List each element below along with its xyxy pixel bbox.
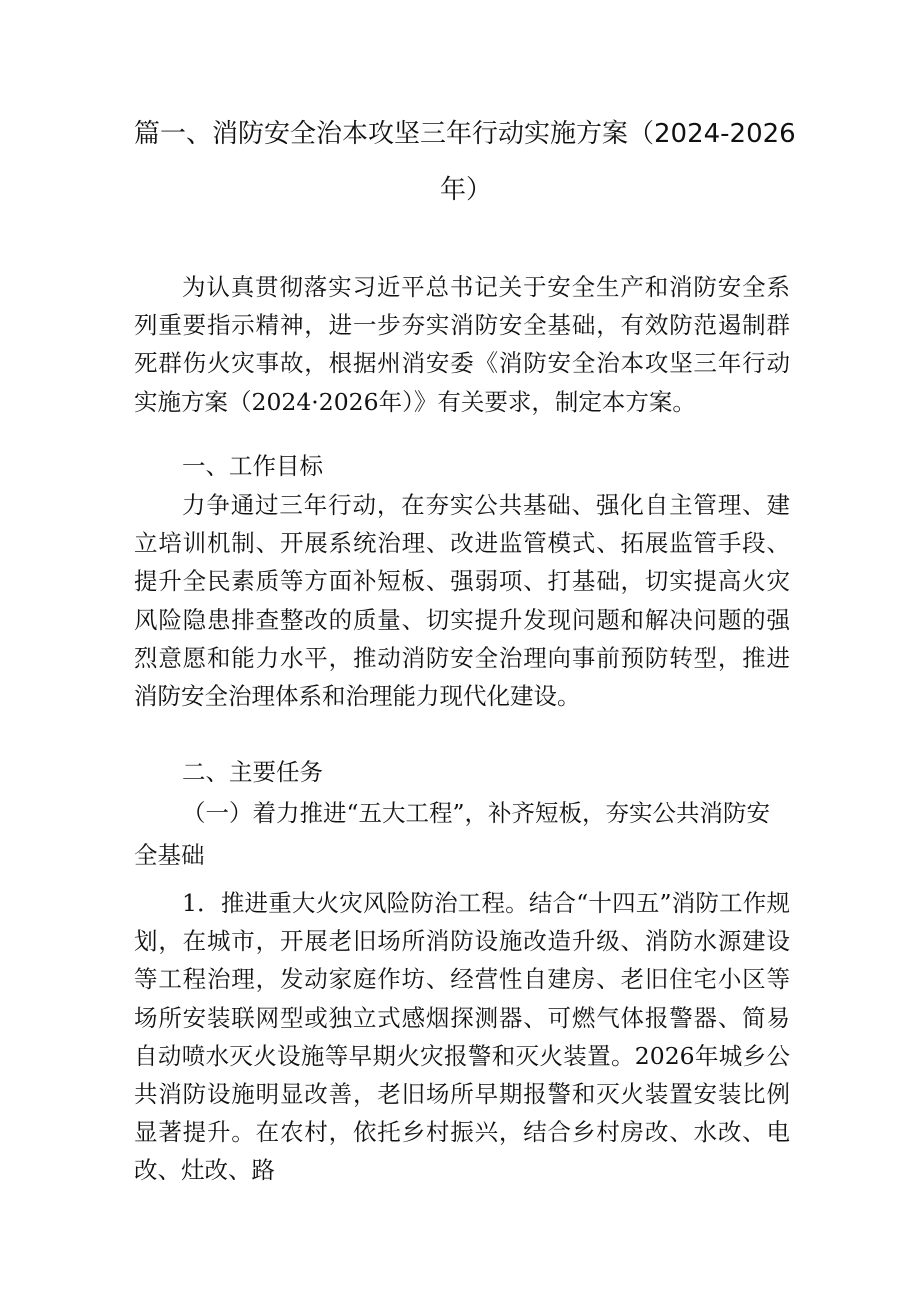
intro-paragraph: 为认真贯彻落实习近平总书记关于安全生产和消防安全系列重要指示精神，进一步夯实消防安全基础，有效防范遏制群死群伤火灾事故，根据州消安委《消防安全治本攻坚三年行动实施方案（2024·2026年）》有关要求，制定本方案。 [134, 273, 790, 416]
document-title-line-1: 篇一、消防安全治本攻坚三年行动实施方案（2024-2026 [134, 119, 796, 149]
section-1-heading: 一、工作目标 [182, 452, 323, 480]
section-2-heading: 二、主要任务 [182, 758, 323, 786]
item-1-paragraph: 1．推进重大火灾风险防治工程。结合“十四五”消防工作规划，在城市，开展老旧场所消防设施改造升级、消防水源建设等工程治理，发动家庭作坊、经营性自建房、老旧住宅小区等场所安装联网型或独立式感烟探测器、可燃气体报警器、简易自动喷水灭火设施等早期火灾报警和灭火装置。2026年城乡公共消防设施明显改善，老旧场所早期报警和灭火装置安装比例显著提升。在农村，依托乡村振兴，结合乡村房改、水改、电改、灶改、路 [134, 889, 790, 1185]
document-title-line-2: 年） [440, 175, 493, 205]
section-1-paragraph: 力争通过三年行动，在夯实公共基础、强化自主管理、建立培训机制、开展系统治理、改进监管模式、拓展监管手段、提升全民素质等方面补短板、强弱项、打基础，切实提高火灾风险隐患排查整改的质量、切实提升发现问题和解决问题的强烈意愿和能力水平，推动消防安全治理向事前预防转型，推进消防安全治理体系和治理能力现代化建设。 [134, 491, 790, 711]
subsection-1-heading: （一）着力推进“五大工程”，补齐短板，夯实公共消防安全基础 [134, 799, 771, 869]
